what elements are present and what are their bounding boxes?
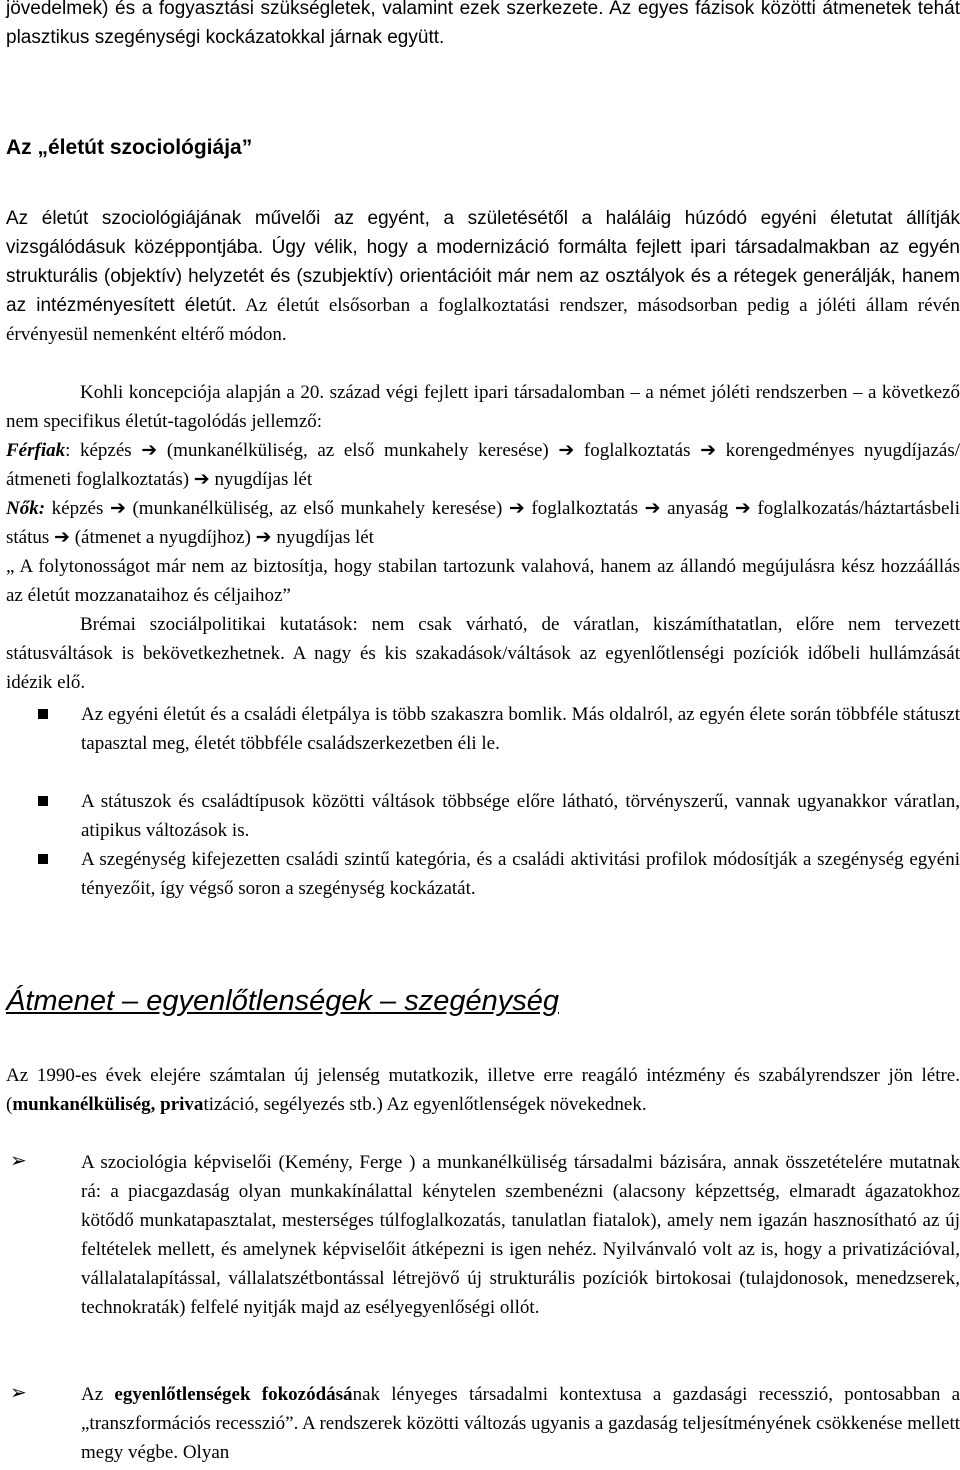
list-item-text [81,1380,960,1467]
list-item-text: A szociológia képviselői (Kemény, Ferge ) a munkanélküliség társadalmi bázisára, annak összetételére mutatnak rá: a piacgazdaság olyan munkakínálattal kénytelen szembenézni (alacsony képzettség, elmaradt ágazatokhoz kötődő munkatapasztalat, mesterséges túlfoglalkozatás, tanulatlan fiatalok), amely nem igazán hasznosítható az új feltételek mellett, és amelynek képviselőit átképezni is igen nehéz. Nyilvánvaló volt az is, hogy a privatizációval, vállalatalapítással, vállalatszétbontással létrejövő új strukturális pozíciók birtokosai (tulajdonosok, menedzserek, technokraták) felfelé nyitják majd az esélyegyenlőségi ollót. [81,1152,960,1318]
women-sequence: képzés ➔ (munkanélküliség, az első munkahely keresése) ➔ foglalkoztatás ➔ anyaság ➔ foglalkozatás/háztartásbeli státus ➔ (átmenet a nyugdíjhoz) ➔ nyugdíjas lét [6,498,960,548]
women-life-course [6,494,960,552]
men-sequence: : képzés ➔ (munkanélküliség, az első munkahely keresése) ➔ foglalkoztatás ➔ korengedményes nyugdíjazás/átmeneti foglalkoztatás) ➔ nyugdíjas lét [6,440,960,490]
intro-bold-terms: munkanélküliség, priva [12,1094,204,1115]
bullet2-rest: nak lényeges társadalmi kontextusa a gazdasági recesszió, pontosabban a „transzformációs recesszió”. A rendszerek közötti változás ugyanis a gazdaság teljesítményének csökkenése mellett megy végbe. Olyan [81,1384,960,1463]
intro-text-tail: tizáció, segélyezés stb.) Az egyenlőtlenségek növekednek. [203,1094,647,1115]
square-bullet-icon [38,854,48,864]
square-bullet-icon [38,796,48,806]
section-heading-life-course: Az „életút szociológiája” [6,136,253,159]
bullet2-lead: Az [81,1384,115,1405]
women-label: Nők: [6,498,46,519]
transition-intro-paragraph [6,1061,960,1119]
quote-paragraph: „ A folytonosságot már nem az biztosítja, hogy stabilan tartozunk valahová, hanem az állandó megújulásra kész hozzáállás az életút mozzanataihoz és céljaihoz” [6,556,960,606]
employment-sentence: Az életút elsősorban a foglalkoztatási rendszer, másodsorban pedig a jóléti állam révén érvényesül nemenként eltérő módon. [6,295,960,345]
modernization-sentence: Úgy vélik, hogy a modernizáció formálta fejlett ipari társadalmakban az egyén strukturális (objektív) helyzetét és (szubjektív) orientációit már nem az osztályok és a rétegek generálják, hanem az intézményesített életút. [6,237,960,316]
section-heading-transition: Átmenet – egyenlőtlenségek – szegénység [6,985,559,1017]
bullet2-bold: egyenlőtlenségek fokozódásá [114,1384,353,1405]
arrowhead-bullet-icon: ➢ [10,1148,27,1172]
list-item-text: Az egyéni életút és a családi életpálya is több szakaszra bomlik. Más oldalról, az egyén élete során többféle státuszt tapasztal meg, életét többféle családszerkezetben éli le. [81,704,960,754]
list-item-text: A státuszok és családtípusok közötti váltások többsége előre látható, törvényszerű, vannak ugyanakkor váratlan, atipikus változások is. [81,791,960,841]
bremen-paragraph: Brémai szociálpolitikai kutatások: nem csak várható, de váratlan, kiszámíthatatlan, előre nem tervezett státusváltások is bekövetkezhetnek. A nagy és kis szakadások/váltások az egyenlőtlenségi pozíciók időbeli hullámzását idézik elő. [6,614,960,693]
list-item-text: A szegénység kifejezetten családi szintű kategória, és a családi aktivitási profilok módosítják a szegénység egyéni tényezőit, így végső soron a szegénység kockázatát. [81,849,960,899]
intro-text: Az 1990-es évek elejére számtalan új jelenség mutatkozik, illetve erre reagáló intézmény és szabályrendszer jön létre. ( [6,1065,960,1115]
men-label: Férfiak [6,440,66,461]
square-bullet-icon [38,709,48,719]
arrowhead-bullet-icon: ➢ [10,1380,27,1404]
top-paragraph: jövedelmek) és a fogyasztási szükségletek, valamint ezek szerkezete. Az egyes fázisok közötti átmenetek tehát plasztikus szegénységi kockázatokkal járnak együtt. [6,0,960,48]
life-course-intro: Az életút szociológiájának művelői az egyént, a születésétől a haláláig húzódó egyéni életutat állítják vizsgálódásuk középpontjába. [6,208,960,258]
life-course-paragraph [6,204,960,349]
men-life-course [6,436,960,494]
kohli-paragraph: Kohli koncepciója alapján a 20. század végi fejlett ipari társadalomban – a német jóléti rendszerben – a következő nem specifikus életút-tagolódás jellemző: [6,382,960,432]
